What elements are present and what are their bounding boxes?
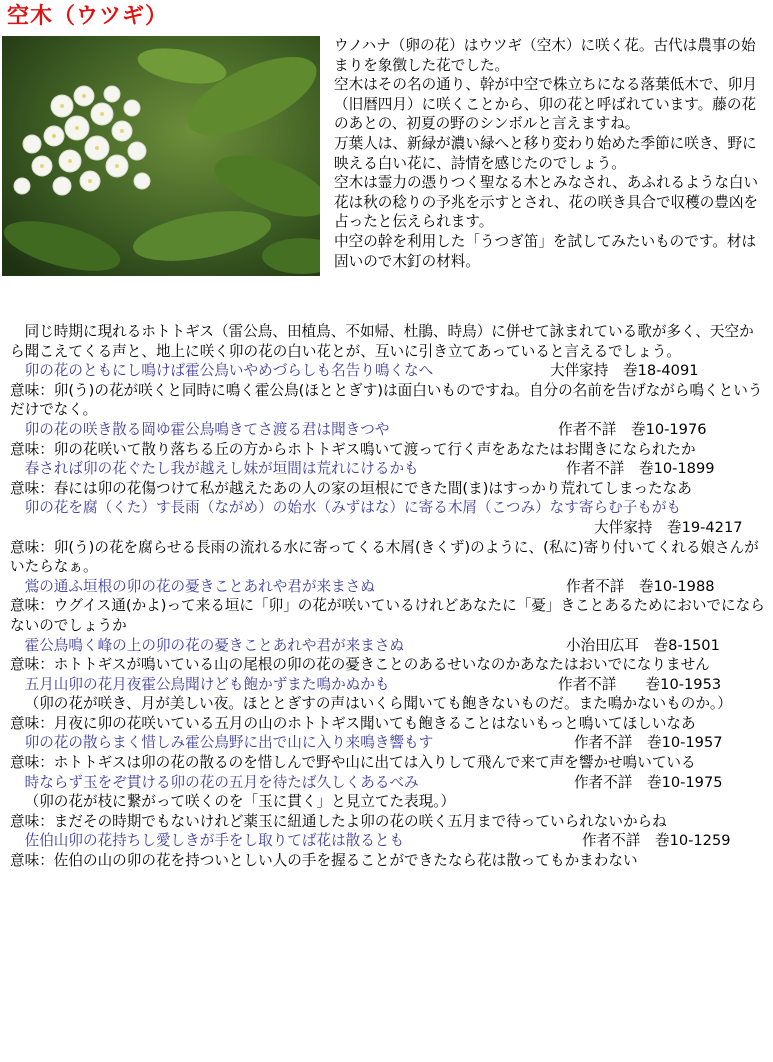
poem-line — [10, 831, 766, 851]
intro-paragraph: 万葉人は、新緑が濃い緑へと移り変わり始めた季節に咲き、野に映える白い花に、詩情を感じたのでしょう。 — [334, 134, 757, 172]
poem-verse: 卯の花の散らまく惜しみ霍公鳥野に出で山に入り来鳴き響もす — [24, 734, 434, 752]
poem-meaning: 意味：春には卯の花傷つけて私が越えたあの人の家の垣根にできた間(ま)はすっかり荒れてしまったなあ — [10, 479, 692, 497]
poem-source: 作者不詳 巻10-1976 — [558, 420, 707, 438]
poem-source: 作者不詳 巻10-1259 — [582, 832, 731, 850]
preface-paragraph: 同じ時期に現れるホトトギス（雷公鳥、田植鳥、不如帰、杜鵑、時鳥）に併せて詠まれている歌が多く、天空から聞こえてくる声と、地上に咲く卯の花の白い花とが、互いに引き立てあっていると言えるでしょう。 — [10, 323, 754, 360]
poem-source: 大伴家持 巻18-4091 — [550, 362, 699, 380]
poem-meaning: 意味：卯(う)の花が咲くと同時に鳴く霍公鳥(ほととぎす)は面白いものですね。自分の名前を告げながら鳴くというだけでなく。 — [10, 381, 763, 419]
poem-verse: 卯の花のともにし鳴けば霍公鳥いやめづらしも名告り鳴くなへ — [24, 362, 434, 380]
deutzia-flower-photo — [2, 36, 320, 276]
poem-source: 作者不詳 巻10-1899 — [566, 460, 715, 478]
poem-verse: 卯の花の咲き散る岡ゆ霍公鳥鳴きてさ渡る君は聞きつや — [24, 420, 390, 438]
poem-source: 作者不詳 巻10-1975 — [574, 773, 723, 791]
poem-meaning: （卯の花が咲き、月が美しい夜。ほととぎすの声はいくら聞いても飽きないものだ。また鳴かないものか。） — [24, 695, 732, 713]
page-title: 空木（ウツギ） — [7, 4, 169, 29]
poem-meaning: 意味：ホトトギスは卯の花の散るのを惜しんで野や山に出ては入りして飛んで来て声を響かせ鳴いている — [10, 754, 696, 772]
intro-paragraph: 中空の幹を利用した「うつぎ笛」を試してみたいものです。材は固いので木釘の材料。 — [334, 232, 757, 270]
poem-line — [10, 420, 766, 440]
poem-line — [10, 577, 766, 597]
poem-line — [10, 459, 766, 479]
poem-meaning: 意味：卯(う)の花を腐らせる長雨の流れる水に寄ってくる木屑(きくず)のように、(私に)寄り付いてくれる娘さんがいたらなぁ。 — [10, 538, 759, 576]
poem-verse: 鴬の通ふ垣根の卯の花の憂きことあれや君が来まさぬ — [24, 577, 375, 595]
poem-verse: 霍公鳥鳴く峰の上の卯の花の憂きことあれや君が来まさぬ — [24, 636, 405, 654]
poem-verse: 春されば卯の花ぐたし我が越えし妹が垣間は荒れにけるかも — [24, 460, 419, 478]
poem-verse: 五月山卯の花月夜霍公鳥聞けども飽かずまた鳴かぬかも — [24, 675, 390, 693]
poem-meaning: 意味：佐伯の山の卯の花を持ついとしい人の手を握ることができたなら花は散ってもかまわない — [10, 852, 638, 870]
poem-verse: 佐伯山卯の花持ちし愛しきが手をし取りてば花は散るとも — [24, 832, 405, 850]
poem-list — [10, 322, 766, 871]
intro-text — [334, 36, 766, 271]
poem-meaning: 意味：ホトトギスが鳴いている山の尾根の卯の花の憂きことのあるせいなのかあなたはおいでになりません — [10, 656, 710, 674]
poem-source: 作者不詳 巻10-1953 — [558, 675, 722, 693]
poem-line — [10, 361, 766, 381]
flower-photo-illustration — [2, 36, 320, 276]
poem-source: 作者不詳 巻10-1957 — [574, 734, 723, 752]
poem-source: 作者不詳 巻10-1988 — [566, 577, 715, 595]
intro-paragraph: ウノハナ（卵の花）はウツギ（空木）に咲く花。古代は農事の始まりを象徴した花でした。 — [334, 37, 756, 74]
poem-source: 小治田広耳 巻8-1501 — [566, 636, 720, 654]
poem-verse: 卯の花を腐（くた）す長雨（ながめ）の始水（みずはな）に寄る木屑（こつみ）なす寄らむ子もがも — [24, 499, 682, 517]
poem-verse: 時ならず玉をぞ貫ける卯の花の五月を待たば久しくあるべみ — [24, 773, 419, 791]
intro-paragraph: 空木は霊力の憑りつく聖なる木とみなされ、あふれるような白い花は秋の稔りの予兆を示すとされ、花の咲き具合で収穫の豊凶を占ったと伝えられます。 — [334, 174, 759, 231]
poem-line — [10, 773, 766, 793]
poem-meaning: 意味：卯の花咲いて散り落ちる丘の方からホトトギス鳴いて渡って行く声をあなたはお聞きになられたか — [10, 440, 696, 458]
poem-source: 大伴家持 巻19-4217 — [594, 518, 743, 536]
poem-meaning: 意味：月夜に卯の花咲いている五月の山のホトトギス聞いても飽きることはないもっと鳴いてほしいなあ — [10, 714, 696, 732]
poem-line — [10, 636, 766, 656]
poem-line — [10, 675, 766, 695]
poem-line — [10, 733, 766, 753]
intro-paragraph: 空木はその名の通り、幹が中空で株立ちになる落葉低木で、卯月（旧暦四月）に咲くことから、卯の花と呼ばれています。藤の花のあとの、初夏の野のシンボルと言えますね。 — [334, 76, 757, 133]
poem-meaning: 意味：まだその時期でもないけれど薬玉に紐通したよ卯の花の咲く五月まで待っていられないからね — [10, 812, 667, 830]
poem-meaning: 意味：ウグイス通(かよ)って来る垣に「卯」の花が咲いているけれどあなたに「憂」きことあるためにおいでにならないのでしょうか — [10, 597, 765, 634]
poem-meaning: （卯の花が枝に繋がって咲くのを「玉に貫く」と見立てた表現。） — [24, 793, 456, 811]
